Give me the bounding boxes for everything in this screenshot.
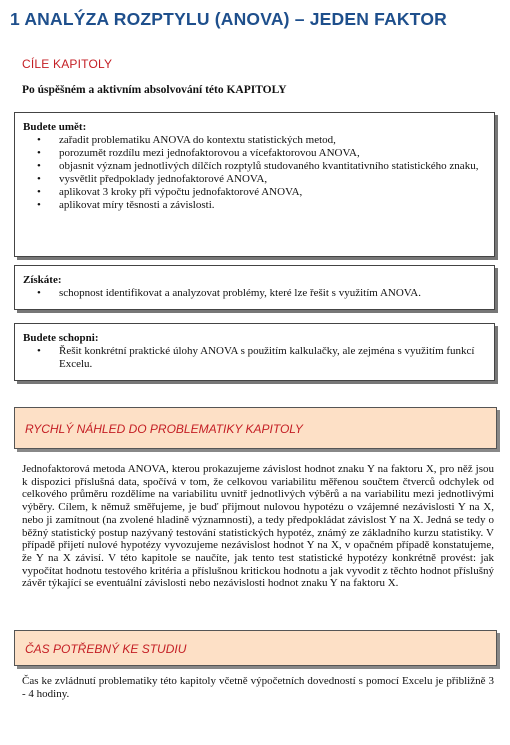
list-item: • zařadit problematiku ANOVA do kontextu statistických metod, <box>23 134 486 147</box>
preview-heading: RYCHLÝ NÁHLED DO PROBLEMATIKY KAPITOLY <box>25 422 303 436</box>
time-text: Čas ke zvládnutí problematiky této kapitoly včetně výpočetních dovedností s pomocí Excelu je přibližně 3 - 4 hodiny. <box>22 675 494 700</box>
chapter-title: 1 ANALÝZA ROZPTYLU (ANOVA) – JEDEN FAKTOR <box>10 9 447 29</box>
gains-list <box>23 287 486 300</box>
skills-list <box>23 134 486 212</box>
list-item: • aplikovat míry těsnosti a závislosti. <box>23 199 486 212</box>
gains-box-title: Získáte: <box>23 274 62 286</box>
skills-box <box>14 112 495 257</box>
skills-box-title: Budete umět: <box>23 121 87 133</box>
list-item: • vysvětlit předpoklady jednofaktorové ANOVA, <box>23 173 486 186</box>
abilities-box <box>14 323 495 381</box>
time-heading: ČAS POTŘEBNÝ KE STUDIU <box>25 642 187 656</box>
preview-heading-box <box>14 407 497 449</box>
goals-heading: CÍLE KAPITOLY <box>22 57 113 71</box>
preview-text: Jednofaktorová metoda ANOVA, kterou prokazujeme závislost hodnot znaku Y na faktoru X, pro něž jsou k dispozici příslušná data, spočívá v tom, že celkovou variabilitu měřenou součtem čtverců odchylek od celkového průměru rozdělíme na variabilitu uvnitř jednotlivých výběrů a na variabilitu mezi jednotlivými výběry. Cílem, k němuž směřujeme, je buď přijmout nulovou hypotézu o vzájemné nezávislosti Y na X, nebo ji zamítnout (na zvolené hladině významnosti), a tedy předpokládat závislost Y na X. Jedná se tedy o běžný statistický postup nazývaný testování statistických hypotéz, známý ze základního kurzu statistiky. V případě přijetí nulové hypotézy vyvozujeme nezávislost hodnot Y na X, v opačném případě konstatujeme, že Y na X závisí. V této kapitole se naučíte, jak tento test statistické hypotézy konkrétně provést: jak vypočítat hodnotu testového kritéria a příslušnou kritickou hodnotu a jak vyvodit z těchto hodnot příslušný závěr týkající se eventuální závislosti nebo nezávislosti hodnot znaku Y na faktoru X. <box>22 463 494 590</box>
list-item: • objasnit význam jednotlivých dílčích rozptylů studovaného kvantitativního statistického znaku, <box>23 160 486 173</box>
gains-box <box>14 265 495 310</box>
list-item: • schopnost identifikovat a analyzovat problémy, které lze řešit s využitím ANOVA. <box>23 287 486 300</box>
intro-line: Po úspěšném a aktivním absolvování této KAPITOLY <box>22 84 287 96</box>
time-heading-box <box>14 630 497 666</box>
list-item: • aplikovat 3 kroky při výpočtu jednofaktorové ANOVA, <box>23 186 486 199</box>
list-item: • porozumět rozdílu mezi jednofaktorovou a vícefaktorovou ANOVA, <box>23 147 486 160</box>
abilities-box-title: Budete schopni: <box>23 332 99 344</box>
list-item: • Řešit konkrétní praktické úlohy ANOVA s použitím kalkulačky, ale zejména s využitím funkcí Excelu. <box>23 345 486 371</box>
abilities-list <box>23 345 486 371</box>
